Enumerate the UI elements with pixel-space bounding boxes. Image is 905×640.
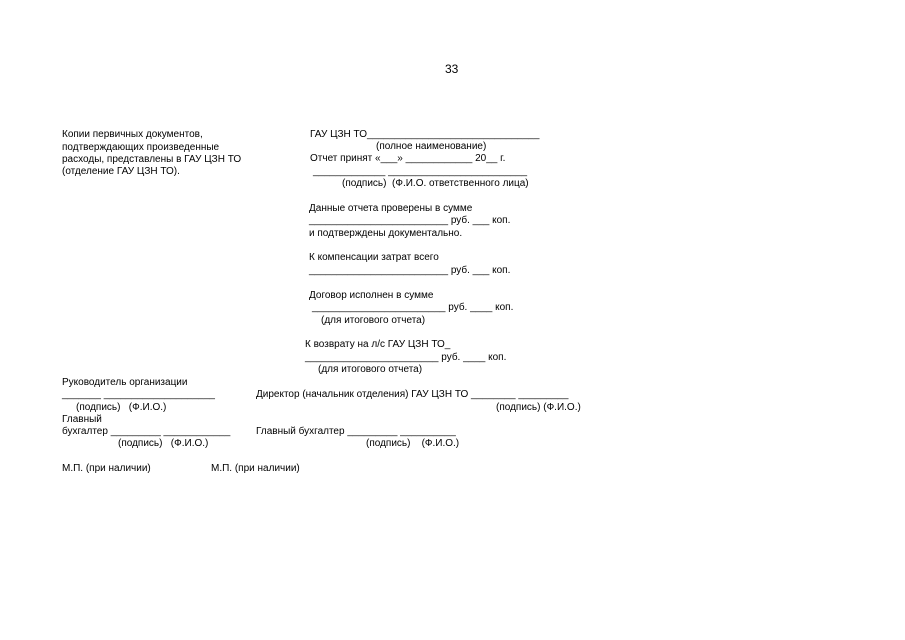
responsible-signature-caption: (подпись) (Ф.И.О. ответственного лица): [342, 178, 529, 189]
chief-accountant-signature-caption: (подпись) (Ф.И.О.): [366, 438, 460, 449]
director-signature-line: Директор (начальник отделения) ГАУ ЦЗН ТО ________ _________: [256, 389, 569, 400]
chief-accountant-signature-line: Главный бухгалтер _________ __________: [256, 426, 456, 437]
checked-amount-line: _________________________ руб. ___ коп.: [309, 215, 511, 226]
refund-amount-line: ________________________ руб. ____ коп.: [305, 352, 507, 363]
checked-title: Данные отчета проверены в сумме: [309, 203, 473, 214]
stamp-left: М.П. (при наличии): [62, 463, 151, 474]
compensation-title: К компенсации затрат всего: [309, 252, 439, 263]
head-signature-line: _______ ____________________: [62, 389, 215, 400]
left-note-line-2: подтверждающих произведенные: [62, 142, 220, 153]
head-signature-caption: (подпись) (Ф.И.О.): [76, 402, 167, 413]
compensation-amount-line: _________________________ руб. ___ коп.: [309, 265, 511, 276]
contract-title: Договор исполнен в сумме: [309, 290, 434, 301]
agency-line: ГАУ ЦЗН ТО_______________________________: [310, 129, 540, 140]
responsible-signature-line: _____________ _________________________: [313, 166, 528, 177]
agency-caption: (полное наименование): [376, 141, 487, 152]
accountant-signature-line: бухгалтер _________ ____________: [62, 426, 231, 437]
accountant-title: Главный: [62, 414, 102, 425]
left-note-line-1: Копии первичных документов,: [62, 129, 203, 140]
stamp-right: М.П. (при наличии): [211, 463, 300, 474]
refund-title: К возврату на л/с ГАУ ЦЗН ТО_: [305, 339, 451, 350]
accountant-signature-caption: (подпись) (Ф.И.О.): [118, 438, 209, 449]
refund-caption: (для итогового отчета): [318, 364, 423, 375]
left-note-line-4: (отделение ГАУ ЦЗН ТО).: [62, 166, 180, 177]
head-title: Руководитель организации: [62, 377, 188, 388]
left-note-line-3: расходы, представлены в ГАУ ЦЗН ТО: [62, 154, 242, 165]
report-accepted-line: Отчет принят «___» ____________ 20__ г.: [310, 153, 506, 164]
contract-caption: (для итогового отчета): [321, 315, 426, 326]
contract-amount-line: ________________________ руб. ____ коп.: [312, 302, 514, 313]
page-number: 33: [445, 62, 459, 76]
checked-confirm: и подтверждены документально.: [309, 228, 463, 239]
director-signature-caption: (подпись) (Ф.И.О.): [496, 402, 581, 413]
